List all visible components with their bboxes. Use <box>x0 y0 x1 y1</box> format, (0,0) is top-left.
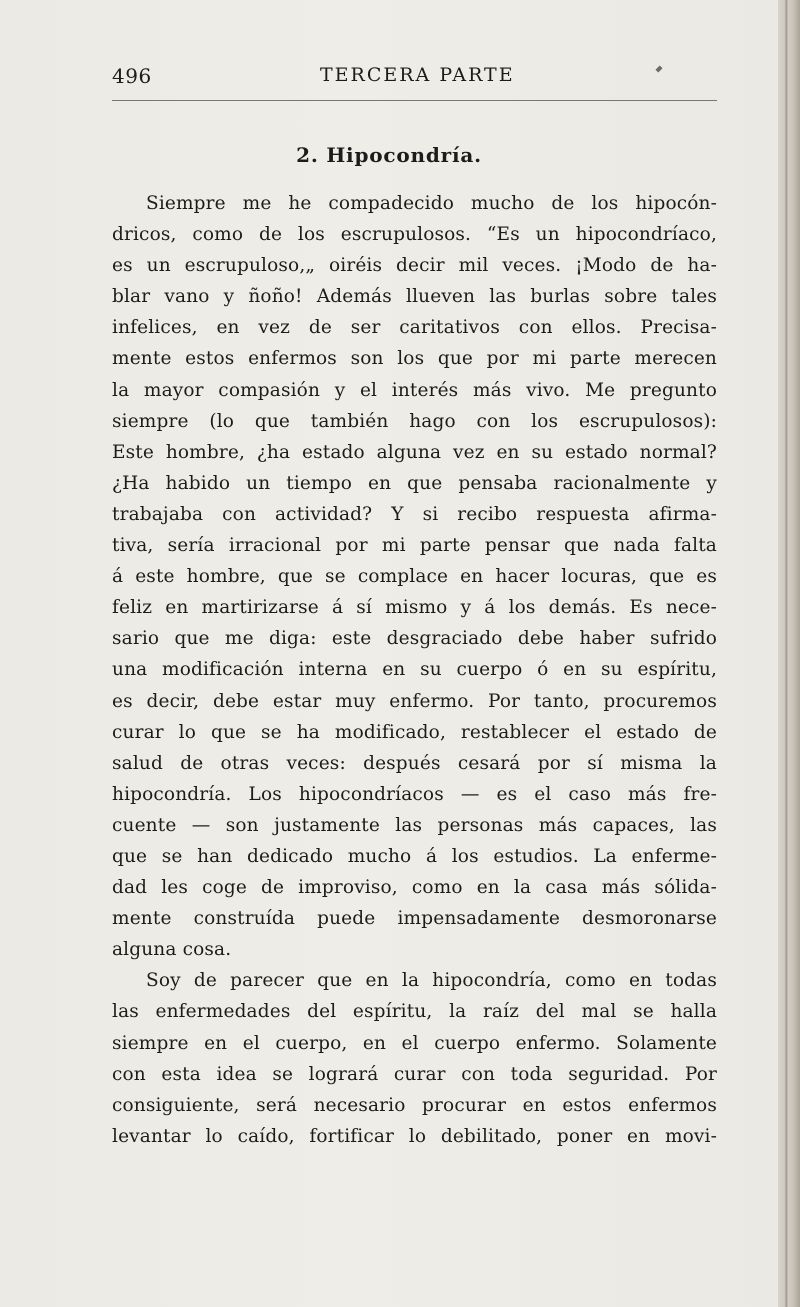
text-line: siempre (lo que también hago con los escrupulosos): <box>112 410 717 432</box>
running-head: TERCERA PARTE <box>320 64 515 86</box>
text-line: que se han dedicado mucho á los estudios. La enferme- <box>112 845 717 867</box>
text-line: mente construída puede impensadamente desmoronarse <box>112 908 717 930</box>
text-line: es decir, debe estar muy enfermo. Por tanto, procuremos <box>112 690 717 712</box>
text-line: feliz en martirizarse á sí mismo y á los demás. Es nece- <box>112 597 717 619</box>
body-text <box>112 188 717 1152</box>
text-line: sario que me diga: este desgraciado debe haber sufrido <box>112 628 717 650</box>
text-line: con esta idea se logrará curar con toda seguridad. Por <box>112 1063 717 1085</box>
text-line: salud de otras veces: después cesará por sí misma la <box>112 752 717 774</box>
text-line: alguna cosa. <box>112 939 232 961</box>
page-header <box>112 64 712 98</box>
page-number: 496 <box>112 64 152 88</box>
text-line: hipocondría. Los hipocondríacos — es el caso más fre- <box>112 783 717 805</box>
text-line: ¿Ha habido un tiempo en que pensaba racionalmente y <box>112 472 717 494</box>
text-line: infelices, en vez de ser caritativos con ellos. Precisa- <box>112 317 717 339</box>
text-line: dricos, como de los escrupulosos. “Es un hipocondríaco, <box>112 224 717 246</box>
text-line: Soy de parecer que en la hipocondría, como en todas <box>146 970 717 992</box>
section-title: 2. Hipocondría. <box>296 143 482 167</box>
text-line: tiva, sería irracional por mi parte pensar que nada falta <box>112 535 717 557</box>
text-line: consiguiente, será necesario procurar en estos enfermos <box>112 1094 717 1116</box>
text-line: las enfermedades del espíritu, la raíz del mal se halla <box>112 1001 717 1023</box>
text-line: Siempre me he compadecido mucho de los hipocón- <box>146 193 717 214</box>
text-line: Este hombre, ¿ha estado alguna vez en su estado normal? <box>112 441 717 463</box>
text-line: cuente — son justamente las personas más capaces, las <box>112 814 717 836</box>
text-line: la mayor compasión y el interés más vivo. Me pregunto <box>112 379 717 401</box>
header-rule <box>112 100 717 101</box>
text-line: dad les coge de improviso, como en la casa más sólida- <box>112 877 717 899</box>
text-line: siempre en el cuerpo, en el cuerpo enfermo. Solamente <box>112 1032 717 1054</box>
text-line: blar vano y ñoño! Además llueven las burlas sobre tales <box>112 286 717 308</box>
text-line: curar lo que se ha modificado, restablecer el estado de <box>112 721 717 743</box>
text-line: una modificación interna en su cuerpo ó en su espíritu, <box>112 659 717 681</box>
text-line: es un escrupuloso,„ oiréis decir mil veces. ¡Modo de ha- <box>112 255 717 277</box>
text-line: levantar lo caído, fortificar lo debilitado, poner en movi- <box>112 1125 717 1147</box>
page-edge <box>778 0 800 1307</box>
text-line: trabajaba con actividad? Y si recibo respuesta afirma- <box>112 503 717 525</box>
text-line: mente estos enfermos son los que por mi parte merecen <box>112 348 717 370</box>
text-line: á este hombre, que se complace en hacer locuras, que es <box>112 566 717 588</box>
